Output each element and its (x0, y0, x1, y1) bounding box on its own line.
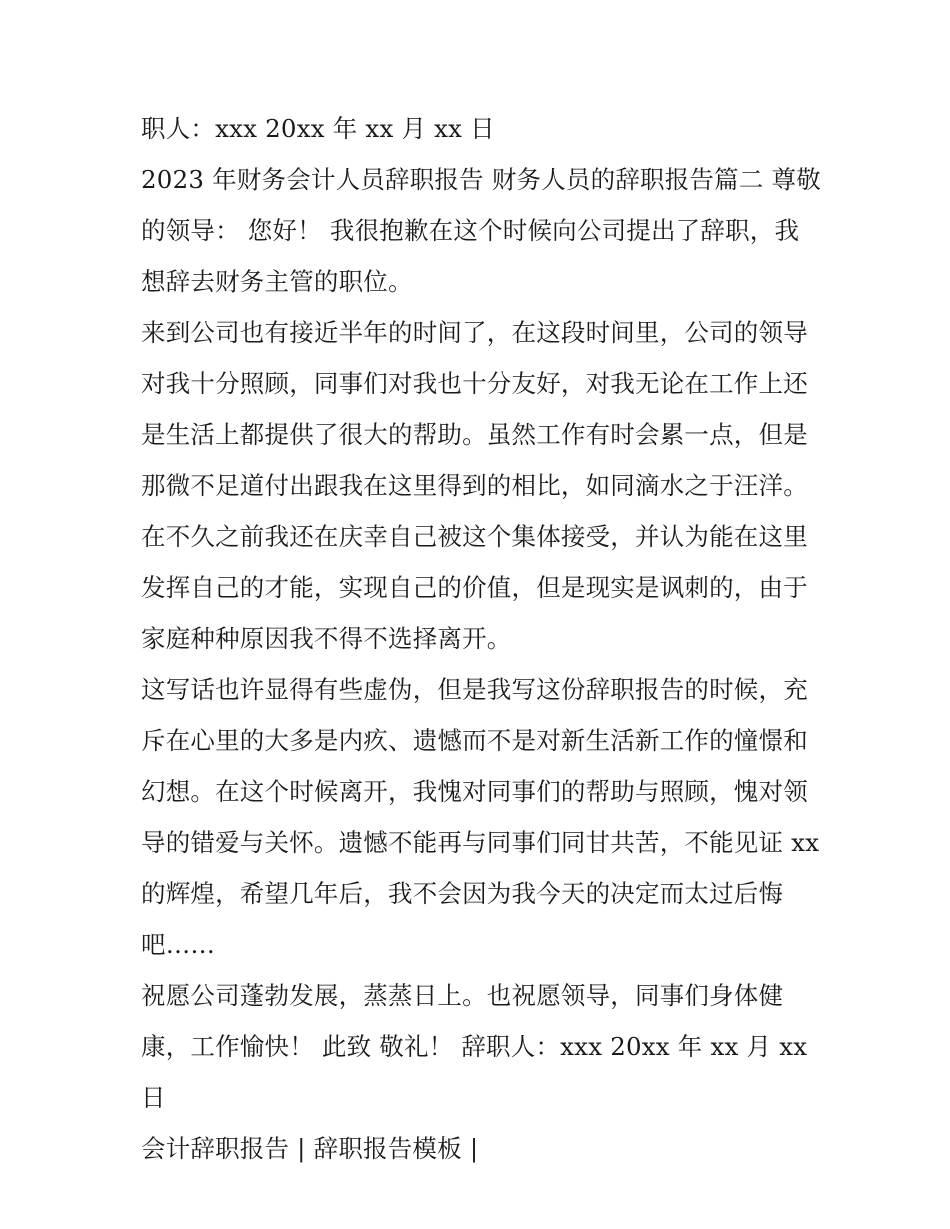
paragraph-closing: 祝愿公司蓬勃发展，蒸蒸日上。也祝愿领导，同事们身体健康，工作愉快！ 此致 敬礼！ 辞职人：xxx 20xx 年 xx 月 xx 日 (141, 981, 808, 1112)
paragraph-signature-line: 职人：xxx 20xx 年 xx 月 xx 日 (141, 114, 495, 143)
paragraph-title-and-greeting: 2023 年财务会计人员辞职报告 财务人员的辞职报告篇二 尊敬的领导： 您好！ 我很抱歉在这个时候向公司提出了辞职，我想辞去财务主管的职位。 (141, 165, 821, 296)
document-body (141, 103, 821, 1174)
paragraph-body-1: 来到公司也有接近半年的时间了，在这段时间里，公司的领导对我十分照顾，同事们对我也十分友好，对我无论在工作上还是生活上都提供了很大的帮助。虽然工作有时会累一点，但是那微不足道付出跟我在这里得到的相比，如同滴水之于汪洋。在不久之前我还在庆幸自己被这个集体接受，并认为能在这里发挥自己的才能，实现自己的价值，但是现实是讽刺的，由于家庭种种原因我不得不选择离开。 (141, 318, 808, 653)
paragraph-tags: 会计辞职报告 | 辞职报告模板 | (141, 1134, 479, 1163)
paragraph-body-2: 这写话也许显得有些虚伪，但是我写这份辞职报告的时候，充斥在心里的大多是内疚、遗憾而不是对新生活新工作的憧憬和幻想。在这个时候离开，我愧对同事们的帮助与照顾，愧对领导的错爱与关怀。遗憾不能再与同事们同甘共苦，不能见证 xx 的辉煌，希望几年后，我不会因为我今天的决定而太过后悔吧…… (141, 675, 820, 959)
